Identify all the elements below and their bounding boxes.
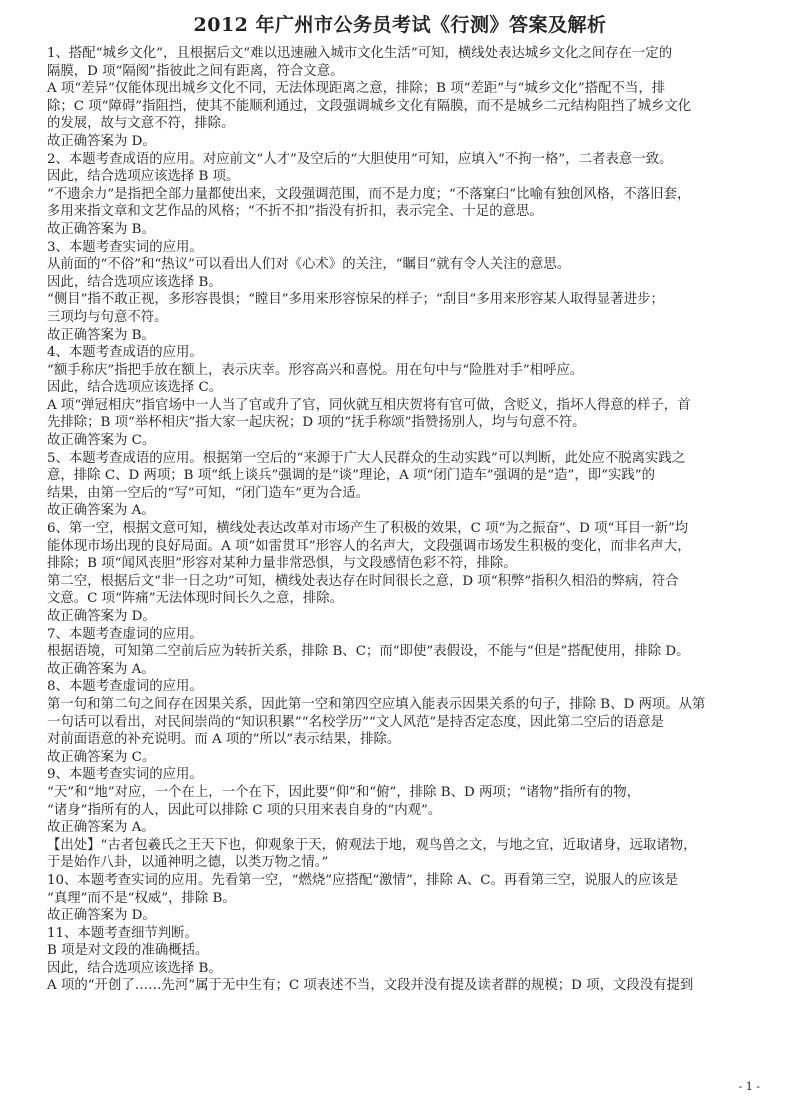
text-line: “天”和“地”对应，一个在上，一个在下，因此要“仰”和“俯”，排除 B、D 两项；“诸物”指所有的物， <box>47 784 640 800</box>
text-line: 9、本题考查实词的应用。 <box>47 767 203 783</box>
text-line: 故正确答案为 B。 <box>47 327 155 343</box>
page-number: - 1 - <box>738 1080 760 1093</box>
text-line: 因此，结合选项应该选择 B。 <box>47 274 222 290</box>
text-line: 文意。C 项“阵痛”无法体现时间长久之意，排除。 <box>47 591 344 607</box>
text-line: 7、本题考查虚词的应用。 <box>47 626 203 642</box>
text-line: 因此，结合选项应该选择 B。 <box>47 960 222 976</box>
text-line: B 项是对文段的准确概括。 <box>47 943 209 959</box>
text-line: 第一句和第二句之间存在因果关系，因此第一空和第四空应填入能表示因果关系的句子，排除 B、D 两项。从第 <box>47 696 706 712</box>
document-title: 2012 年广州市公务员考试《行测》答案及解析 <box>193 14 607 36</box>
text-line: 故正确答案为 C。 <box>47 433 156 449</box>
text-line: 多用来指文章和文艺作品的风格；“不折不扣”指没有折扣，表示完全、十足的意思。 <box>47 204 543 220</box>
text-line: A 项的“开创了……先河”属于无中生有；C 项表述不当，文段并没有提及读者群的规模；D 项，文段没有提到 <box>47 978 694 994</box>
text-line: 故正确答案为 D。 <box>47 908 156 924</box>
text-line: 4、本题考查成语的应用。 <box>47 345 203 361</box>
text-line: 10、本题考查实词的应用。先看第一空，“燃烧”应搭配“激情”，排除 A、C。再看第三空，说服人的应该是 <box>47 872 678 888</box>
text-line: 6、第一空，根据文意可知，横线处表达改革对市场产生了积极的效果，C 项“为之振奋”、D 项“耳目一新”均 <box>47 521 689 537</box>
text-line: 故正确答案为 C。 <box>47 749 156 765</box>
text-line: “真理”而不是“权威”，排除 B。 <box>47 890 236 906</box>
text-line: 【出处】“古者包羲氏之王天下也，仰观象于天，俯观法于地，观鸟兽之文，与地之宜，近取诸身，远取诸物， <box>47 837 697 853</box>
text-line: 对前面语意的补充说明。而 A 项的“所以”表示结果，排除。 <box>47 732 401 748</box>
text-line: 隔膜，D 项“隔阂”指彼此之间有距离，符合文意。 <box>47 63 344 79</box>
text-line: 先排除；B 项“举杯相庆”指大家一起庆祝；D 项的“抚手称颂”指赞扬别人，均与句意不符。 <box>47 415 586 431</box>
text-line: 5、本题考查成语的应用。根据第一空后的“来源于广大人民群众的生动实践”可以判断，此处应不脱离实践之 <box>47 450 686 466</box>
text-line: 8、本题考查虚词的应用。 <box>47 679 203 695</box>
text-line: 第二空，根据后文“非一日之功”可知，横线处表达存在时间很长之意，D 项“积弊”指积久相沿的弊病，符合 <box>47 573 679 589</box>
text-line: 故正确答案为 D。 <box>47 133 156 149</box>
text-line: 能体现市场出现的良好局面。A 项“如雷贯耳”形容人的名声大，文段强调市场发生积极的变化，而非名声大， <box>47 538 691 554</box>
text-line: A 项“弹冠相庆”指官场中一人当了官或升了官，同伙就互相庆贺将有官可做，含贬义，指坏人得意的样子，首 <box>47 397 691 413</box>
text-line: 结果，由第一空后的“写”可知，“闭门造车”更为合适。 <box>47 485 369 501</box>
text-line: 因此，结合选项应该选择 B 项。 <box>47 169 240 185</box>
text-line: 根据语境，可知第二空前后应为转折关系，排除 B、C；而“即使”表假设，不能与“但是”搭配使用，排除 D。 <box>47 644 690 660</box>
text-line: 从前面的“不俗”和“热议”可以看出人们对《心术》的关注，“瞩目”就有令人关注的意思。 <box>47 257 571 273</box>
text-line: 于是始作八卦，以通神明之德，以类万物之情。” <box>47 855 329 871</box>
text-line: 排除；B 项“闻风丧胆”形容对某种力量非常恐惧，与文段感情色彩不符，排除。 <box>47 556 517 572</box>
text-line: “额手称庆”指把手放在额上，表示庆幸。形容高兴和喜悦。用在句中与“险胜对手”相呼应。 <box>47 362 584 378</box>
answer-explanation-body <box>47 45 755 995</box>
text-line: 故正确答案为 D。 <box>47 609 156 624</box>
text-line: 故正确答案为 A。 <box>47 503 155 519</box>
text-line: 3、本题考查实词的应用。 <box>47 239 203 255</box>
text-line: 2、本题考查成语的应用。对应前文“人才”及空后的“大胆使用”可知，应填入“不拘一格”，二者表意一致。 <box>47 151 673 167</box>
text-line: “不遗余力”是指把全部力量都使出来，文段强调范围，而不是力度；“不落窠臼”比喻有独创风格，不落旧套， <box>47 186 691 202</box>
text-line: “诸身”指所有的人，因此可以排除 C 项的只用来表自身的“内观”。 <box>47 802 442 818</box>
text-line: 因此，结合选项应该选择 C。 <box>47 380 223 396</box>
text-line: A 项“差异”仅能体现出城乡文化不同，无法体现距离之意，排除；B 项“差距”与“城乡文化”搭配不当，排 <box>47 81 666 97</box>
text-line: 三项均与句意不符。 <box>47 309 168 325</box>
text-line: 意，排除 C、D 两项；B 项“纸上谈兵”强调的是“谈”理论，A 项“闭门造车”强调的是“造”，即“实践”的 <box>47 468 656 484</box>
text-line: 故正确答案为 A。 <box>47 820 155 836</box>
text-line: 1、搭配“城乡文化”，且根据后文“难以迅速融入城市文化生活”可知，横线处表达城乡文化之间存在一定的 <box>47 46 673 61</box>
text-line: “侧目”指不敢正视，多形容畏惧；“瞠目”多用来形容惊呆的样子；“刮目”多用来形容某人取得显著进步； <box>47 292 664 308</box>
text-line: 故正确答案为 B。 <box>47 221 155 237</box>
text-line: 故正确答案为 A。 <box>47 661 155 677</box>
text-line: 11、本题考查细节判断。 <box>47 925 198 941</box>
text-line: 除；C 项“障碍”指阻挡，使其不能顺利通过，文段强调城乡文化有隔膜，而不是城乡二元结构阻挡了城乡文化 <box>47 98 692 114</box>
text-line: 一句话可以看出，对民间崇尚的“知识积累”“名校学历”“文人风范”是持否定态度，因此第二空后的语意是 <box>47 714 664 730</box>
text-line: 的发展，故与文意不符，排除。 <box>47 116 235 132</box>
